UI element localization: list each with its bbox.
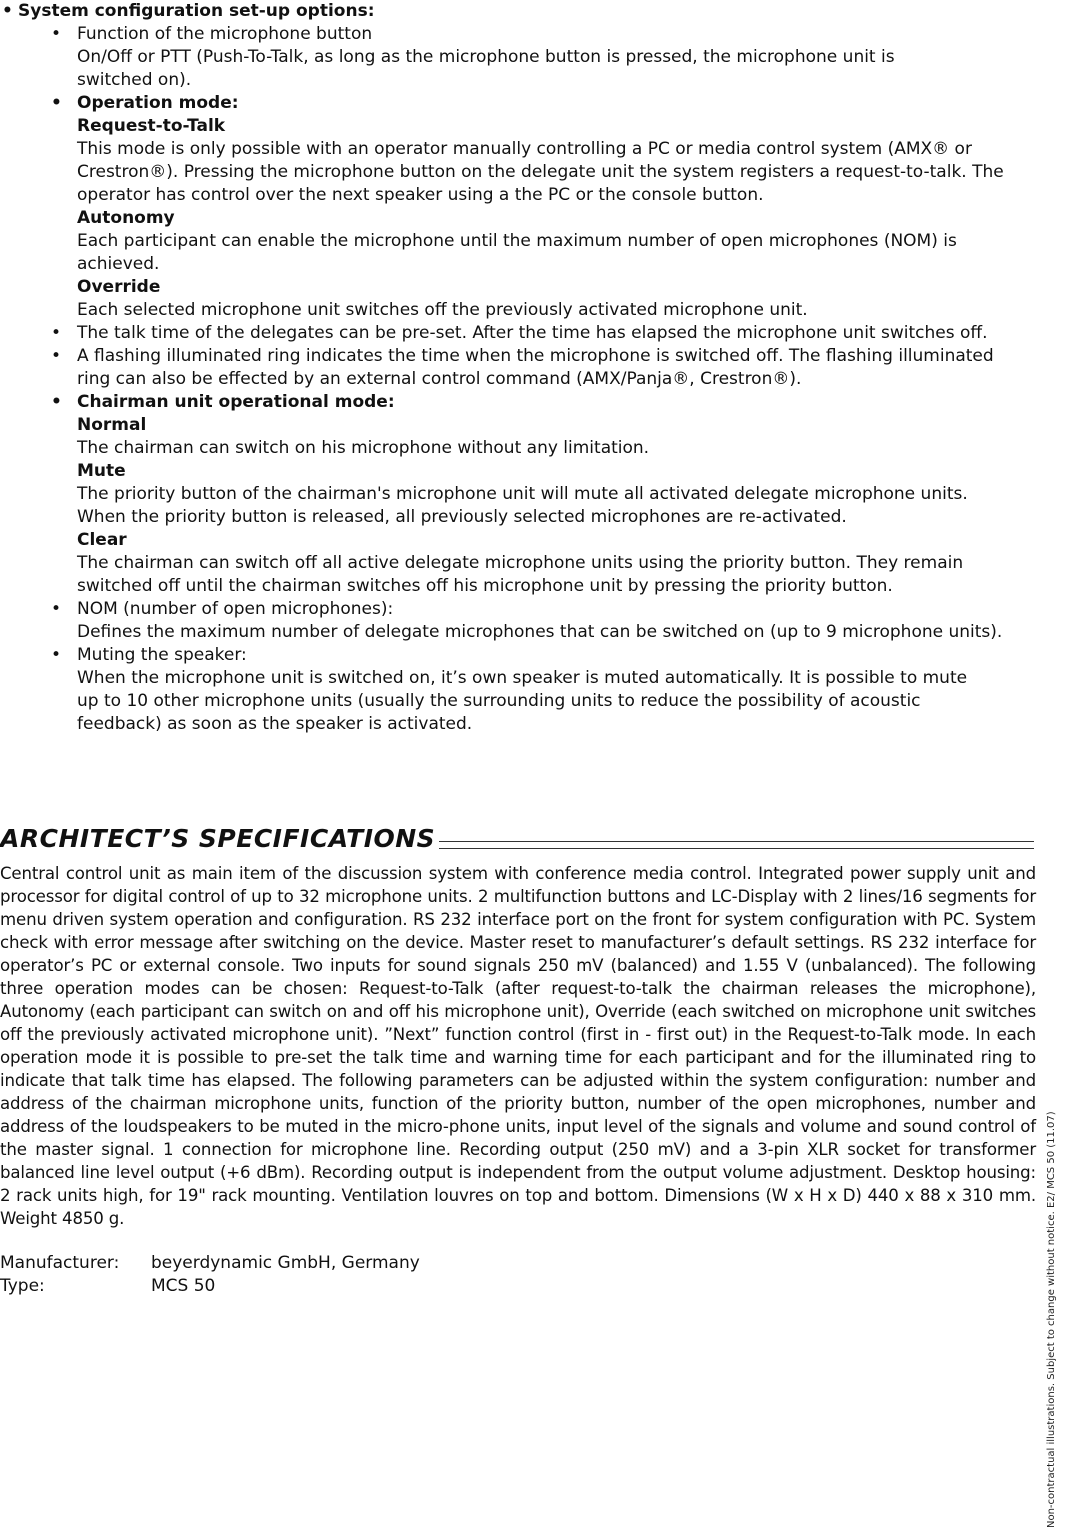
type-row <box>0 1275 420 1298</box>
item-text: Defines the maximum number of delegate microphones that can be switched on (up to 9 microphone units). <box>77 622 1003 642</box>
list-item <box>0 644 1040 736</box>
mode-name: Request-to-Talk <box>77 116 226 136</box>
bullet-icon: • <box>51 346 62 366</box>
item-title: Operation mode: <box>77 93 239 113</box>
mode-text: When the priority button is released, all previously selected microphones are re-activated. <box>77 507 847 527</box>
side-note: Non-contractual illustrations. Subject to change without notice. E2/ MCS 50 (11.07) <box>1046 1111 1057 1528</box>
mode-text: Each participant can enable the microphone until the maximum number of open microphones (NOM) is <box>77 231 957 251</box>
configuration-options <box>0 0 1040 736</box>
item-text: When the microphone unit is switched on, it’s own speaker is muted automatically. It is possible to mute <box>77 668 968 688</box>
list-item <box>0 322 1040 345</box>
list-item <box>0 598 1040 644</box>
list-item-chairman-mode <box>0 391 1040 598</box>
item-text: Muting the speaker: <box>77 645 247 665</box>
mode-text: The chairman can switch on his microphone without any limitation. <box>77 438 650 458</box>
mode-text: achieved. <box>77 254 160 274</box>
bullet-icon: • <box>51 392 62 412</box>
item-text: A flashing illuminated ring indicates the time when the microphone is switched off. The flashing illuminated <box>77 346 994 366</box>
bullet-icon: • <box>51 599 62 619</box>
type-label: Type: <box>0 1276 45 1296</box>
bullet-icon: • <box>2 1 13 21</box>
item-text: up to 10 other microphone units (usually the surrounding units to reduce the possibility of acoustic <box>77 691 921 711</box>
bullet-icon: • <box>51 645 62 665</box>
item-text: ring can also be effected by an external control command (AMX/Panja®, Crestron®). <box>77 369 802 389</box>
bullet-icon: • <box>51 24 62 44</box>
mode-name: Clear <box>77 530 127 550</box>
section-title-text: ARCHITECT’S SPECIFICATIONS <box>0 824 439 853</box>
mode-name: Override <box>77 277 161 297</box>
options-heading <box>0 0 1040 23</box>
item-text: The talk time of the delegates can be pre-set. After the time has elapsed the microphone unit switches off. <box>77 323 988 343</box>
mode-name: Autonomy <box>77 208 175 228</box>
item-text: Function of the microphone button <box>77 24 373 44</box>
type-value: MCS 50 <box>151 1276 216 1296</box>
product-info <box>0 1252 420 1298</box>
bullet-icon: • <box>51 323 62 343</box>
item-text: On/Off or PTT (Push-To-Talk, as long as the microphone button is pressed, the microphone unit is <box>77 47 895 67</box>
manufacturer-value: beyerdynamic GmbH, Germany <box>151 1253 420 1273</box>
mode-text: The priority button of the chairman's microphone unit will mute all activated delegate microphone units. <box>77 484 968 504</box>
mode-name: Mute <box>77 461 126 481</box>
mode-text: operator has control over the next speaker using a the PC or the console button. <box>77 185 764 205</box>
item-title: Chairman unit operational mode: <box>77 392 395 412</box>
item-text: feedback) as soon as the speaker is activated. <box>77 714 473 734</box>
mode-name: Normal <box>77 415 147 435</box>
item-text: NOM (number of open microphones): <box>77 599 394 619</box>
bullet-icon: • <box>51 93 62 113</box>
list-item-operation-mode <box>0 92 1040 322</box>
mode-text: Crestron®). Pressing the microphone button on the delegate unit the system registers a request-to-talk. The <box>77 162 1004 182</box>
manufacturer-label: Manufacturer: <box>0 1253 120 1273</box>
item-text: switched on). <box>77 70 192 90</box>
mode-text: The chairman can switch off all active delegate microphone units using the priority button. They remain <box>77 553 964 573</box>
manufacturer-row <box>0 1252 420 1275</box>
options-heading-text: System configuration set-up options: <box>18 1 375 21</box>
list-item <box>0 23 1040 92</box>
mode-text: switched off until the chairman switches off his microphone unit by pressing the priority button. <box>77 576 893 596</box>
section-title <box>0 824 1040 860</box>
specification-text: Central control unit as main item of the discussion system with conference media control. Integrated power supply unit and processor for digital control of up to 32 microphone units. 2 multifunction buttons and LC-Display with 2 lines/16 segments for menu driven system operation and configuration. RS 232 interface port on the front for system configuration with PC. System check with error message after switching on the device. Master reset to manufacturer’s default settings. RS 232 interface for operator’s PC or external console. Two inputs for sound signals 250 mV (balanced) and 1.55 V (unbalanced). The following three operation modes can be chosen: Request-to-Talk (after request-to-talk the chairman releases the microphone), Autonomy (each participant can switch on and off his microphone unit), Override (each switched on microphone unit switches off the previously activated microphone unit). ”Next” function control (first in - first out) in the Request-to-Talk mode. In each operation mode it is possible to pre-set the talk time and warning time for each participant and for the illuminated ring to indicate that talk time has elapsed. The following parameters can be adjusted within the system configuration: number and address of the chairman microphone units, function of the priority button, number of the open microphones, number and address of the loudspeakers to be muted in the micro-phone units, input level of the signals and volume and sound control of the master signal. 1 connection for microphone line. Recording output (250 mV) and a 3-pin XLR socket for transformer balanced line level output (+6 dBm). Recording output is independent from the output volume adjustment. Desktop housing: 2 rack units high, for 19" rack mounting. Ventilation louvres on top and bottom. Dimensions (W x H x D) 440 x 88 x 310 mm. Weight 4850 g. <box>0 864 1036 1228</box>
double-rule-divider <box>410 841 1034 849</box>
list-item <box>0 345 1040 391</box>
mode-text: This mode is only possible with an operator manually controlling a PC or media control system (AMX® or <box>77 139 972 159</box>
mode-text: Each selected microphone unit switches off the previously activated microphone unit. <box>77 300 808 320</box>
